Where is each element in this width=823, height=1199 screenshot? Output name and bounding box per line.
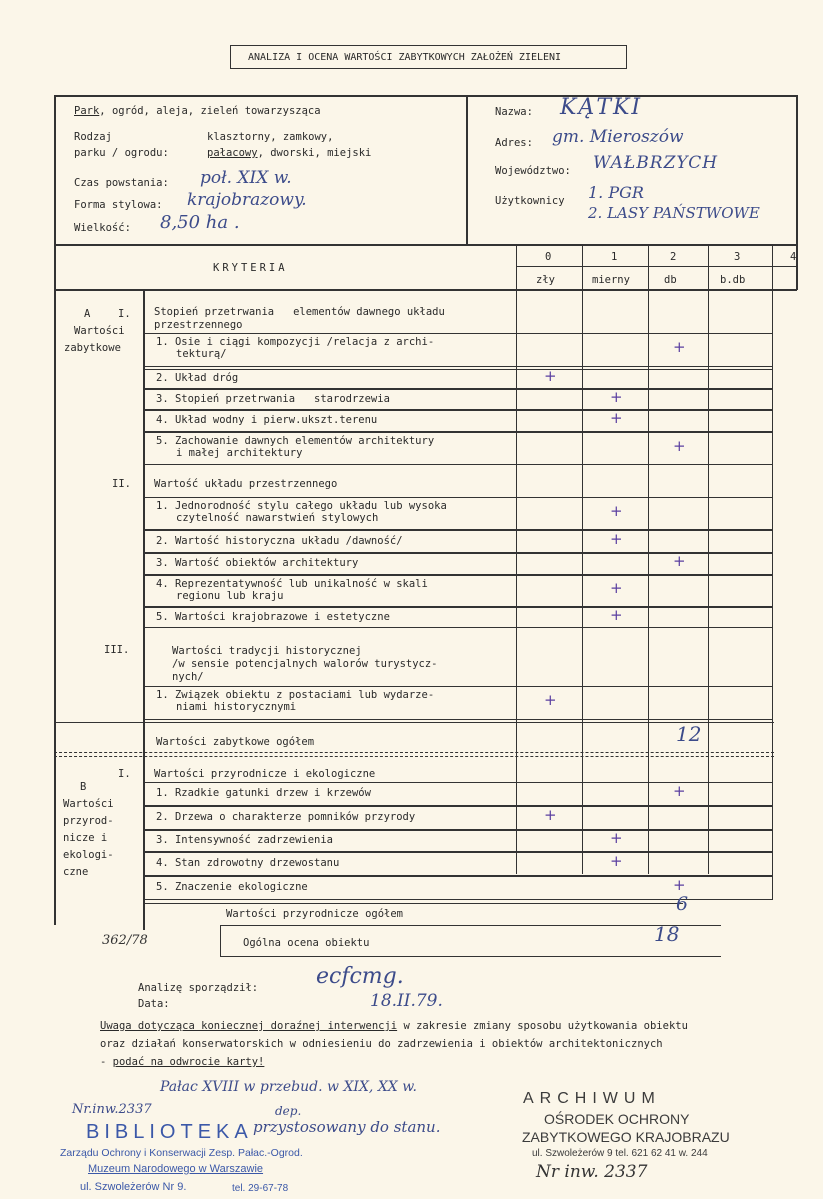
archive-inventory: Nr inw. 2337 (536, 1162, 648, 1182)
criteria-row-label: 4. Układ wodny i pierw.ukszt.terenu (156, 414, 378, 426)
analiza-label: Analizę sporządził: (138, 982, 259, 994)
a-i-title (154, 306, 445, 319)
section-b-label-3: ekologi- (63, 849, 114, 861)
criteria-row-label: 5. Zachowanie dawnych elementów architektury (156, 435, 435, 447)
criteria-row-label: 1. Jednorodność stylu całego układu lub wysoka (156, 500, 447, 512)
signature: ecfcmg. (316, 964, 404, 989)
a-ii-title: Wartość układu przestrzennego (154, 478, 338, 490)
uzyt-value-2: 2. LASY PAŃSTWOWE (588, 204, 760, 222)
adres-value: gm. Mieroszów (552, 127, 684, 147)
library-line-1: Zarządu Ochrony i Konserwacji Zesp. Pałac.-Ogrod. (60, 1147, 303, 1159)
criteria-row-label: regionu lub kraju (176, 590, 284, 602)
a-i-title-part1: Stopień przetrwania (154, 306, 275, 318)
rodzaj-value-1: klasztorny, zamkowy, (207, 131, 334, 143)
overall-label: Ogólna ocena obiektu (243, 937, 370, 949)
criteria-row-label: tekturą/ (176, 348, 227, 360)
b-title: Wartości przyrodnicze i ekologiczne (154, 768, 376, 780)
section-b-letter: B (80, 781, 87, 793)
criteria-row-label: 5. Wartości krajobrazowe i estetyczne (156, 610, 390, 623)
grade-mark: + (610, 829, 623, 847)
section-divider-double (54, 752, 774, 757)
czas-label: Czas powstania: (74, 177, 169, 189)
grade-mark: + (610, 387, 623, 406)
archive-line-1: OŚRODEK OCHRONY (544, 1111, 690, 1127)
data-label: Data: (138, 998, 170, 1010)
section-a-letter: A (84, 308, 91, 320)
criteria-row-label: 1. Rzadkie gatunki drzew i krzewów (156, 787, 371, 799)
a-i-title-part2: elementów dawnego układu (293, 306, 445, 318)
library-title: BIBLIOTEKA (86, 1121, 253, 1143)
section-b-label-4: czne (63, 866, 89, 878)
uwaga-line-1 (100, 1020, 688, 1033)
section-a-divider-top (54, 722, 774, 723)
archive-line-2: ZABYTKOWEGO KRAJOBRAZU (522, 1129, 730, 1145)
rodzaj-value-2 (207, 147, 371, 160)
criteria-row-label: 2. Drzewa o charakterze pomników przyrody (156, 811, 416, 823)
library-phone: tel. 29-67-78 (232, 1183, 289, 1194)
frame-top (54, 95, 797, 97)
wielkosc-label: Wielkość: (74, 222, 131, 234)
uwaga-instruction: podać na odwrocie karty! (112, 1056, 265, 1068)
criteria-row-label: 2. Wartość historyczna układu /dawność/ (156, 534, 403, 547)
czas-value: poł. XIX w. (200, 168, 292, 188)
ref-number: 362/78 (102, 933, 148, 948)
form-title: ANALIZA I OCENA WARTOŚCI ZABYTKOWYCH ZAŁOŻEŃ ZIELENI (248, 52, 562, 63)
nazwa-value: KĄTKI (560, 95, 643, 120)
grade-mark: + (544, 367, 557, 385)
a-iii-title-1: Wartości tradycji historycznej (172, 645, 362, 657)
a-i-title-line2: przestrzennego (154, 319, 243, 331)
forma-label: Forma stylowa: (74, 199, 163, 211)
uzyt-value-1: 1. PGR (588, 183, 644, 202)
criteria-row-label: niami historycznymi (176, 701, 297, 713)
object-type-park: Park (74, 105, 100, 117)
grade-num-1: 1 (611, 251, 618, 263)
grade-num-2: 2 (670, 251, 677, 263)
grade-num-4: 4 (790, 251, 797, 263)
object-type-rest: , ogród, aleja, zieleń towarzysząca (99, 105, 321, 117)
uwaga-line-3 (100, 1056, 264, 1069)
grade-mark: + (673, 782, 686, 800)
criteria-mid (516, 266, 796, 267)
parku-label: parku / ogrodu: (74, 147, 169, 159)
wielkosc-value: 8,50 ha . (160, 212, 240, 233)
criteria-row-label: i małej architektury (176, 447, 303, 459)
uwaga-rest: w zakresie zmiany sposobu użytkowania obiektu (397, 1020, 688, 1032)
overall-value: 18 (654, 922, 680, 946)
section-b-label-2: nicze i (63, 832, 108, 844)
uwaga-line-2: oraz działań konserwatorskich w odniesieniu do zadrzewienia i obiektów architektonicznych (100, 1038, 663, 1050)
criteria-top (54, 244, 797, 246)
uzyt-label: Użytkownicy (495, 195, 565, 207)
nazwa-label: Nazwa: (495, 106, 533, 118)
a-total-value: 12 (676, 722, 702, 746)
uwaga-dash: - (100, 1056, 113, 1068)
grade-mark: + (673, 552, 686, 570)
a-iii-title-2: /w sensie potencjalnych walorów turystycz- (172, 658, 438, 670)
b-total-divider (143, 903, 683, 904)
library-line-2: Muzeum Narodowego w Warszawie (88, 1163, 264, 1175)
criteria-row-label: 2. Układ dróg (156, 372, 239, 384)
criteria-row-label: 1. Osie i ciągi kompozycji /relacja z archi- (156, 336, 435, 348)
frame-left (54, 95, 56, 925)
section-a-ii-roman: II. (112, 478, 131, 490)
grade-mark: + (610, 852, 623, 870)
section-b-roman: I. (118, 768, 131, 780)
b-total-label: Wartości przyrodnicze ogółem (226, 908, 404, 920)
grade-label-2: db (664, 274, 677, 286)
grade-label-1: mierny (592, 274, 630, 286)
uwaga-underlined: Uwaga dotycząca koniecznej doraźnej interwencji (100, 1020, 398, 1032)
grade-mark: + (673, 436, 686, 455)
a-iii-title-3: nych/ (172, 671, 204, 683)
grade-mark: + (610, 409, 623, 427)
grade-mark: + (610, 501, 623, 520)
criteria-row-label: 1. Związek obiektu z postaciami lub wydarze- (156, 689, 435, 701)
rodzaj-palacowy: pałacowy (207, 147, 258, 159)
library-address: ul. Szwoleżerów Nr 9. (80, 1181, 187, 1193)
section-a-label-2: zabytkowe (64, 342, 121, 354)
archive-title: ARCHIWUM (523, 1090, 661, 1107)
criteria-row-label: 4. Reprezentatywność lub unikalność w skali (156, 578, 428, 590)
criteria-row-label: 4. Stan zdrowotny drzewostanu (156, 857, 340, 869)
criteria-row-label: 3. Intensywność zadrzewienia (156, 834, 334, 846)
section-a-iii-roman: III. (104, 644, 130, 656)
rodzaj-label: Rodzaj (74, 131, 112, 143)
adres-label: Adres: (495, 137, 533, 149)
b-total-value: 6 (676, 893, 689, 915)
archive-address: ul. Szwoleżerów 9 tel. 621 62 41 w. 244 (532, 1148, 708, 1159)
date-value: 18.II.79. (370, 991, 443, 1011)
grade-num-3: 3 (734, 251, 741, 263)
grade-num-0: 0 (545, 251, 552, 263)
criteria-row-label: 5. Znaczenie ekologiczne (156, 881, 308, 893)
handwritten-note-3: przystosowany do stanu. (253, 1118, 441, 1136)
handwritten-note-2: dep. (275, 1104, 302, 1118)
handwritten-note-1: Pałac XVIII w przebud. w XIX, XX w. (160, 1079, 417, 1095)
forma-value: krajobrazowy. (187, 190, 307, 210)
grade-mark: + (610, 529, 623, 548)
rodzaj-value-rest: , dworski, miejski (257, 147, 372, 159)
criteria-bottom (54, 289, 797, 291)
section-b-label-1: przyrod- (63, 815, 114, 827)
grade-mark: + (673, 338, 686, 356)
section-b-label-0: Wartości (63, 798, 114, 810)
grade-mark: + (610, 605, 623, 624)
section-a-roman: I. (118, 308, 131, 320)
object-type-line (74, 105, 321, 118)
grade-mark: + (610, 579, 623, 597)
criteria-row-label: 3. Wartość obiektów architektury (156, 557, 359, 569)
grade-mark: + (544, 691, 557, 709)
grade-mark: + (673, 876, 686, 894)
grade-label-3: b.db (720, 274, 746, 286)
woj-label: Województwo: (495, 165, 571, 177)
grade-mark: + (544, 806, 557, 824)
kryteria-header: KRYTERIA (213, 262, 288, 274)
header-divider (466, 95, 468, 245)
criteria-row-label: 3. Stopień przetrwania starodrzewia (156, 392, 390, 405)
criteria-row-label: czytelność nawarstwień stylowych (176, 512, 379, 524)
a-total-label: Wartości zabytkowe ogółem (156, 736, 315, 748)
grade-label-0: zły (536, 274, 555, 286)
section-a-label-1: Wartości (74, 325, 125, 337)
woj-value: WAŁBRZYCH (593, 153, 719, 173)
inventory-left: Nr.inw.2337 (72, 1102, 152, 1117)
